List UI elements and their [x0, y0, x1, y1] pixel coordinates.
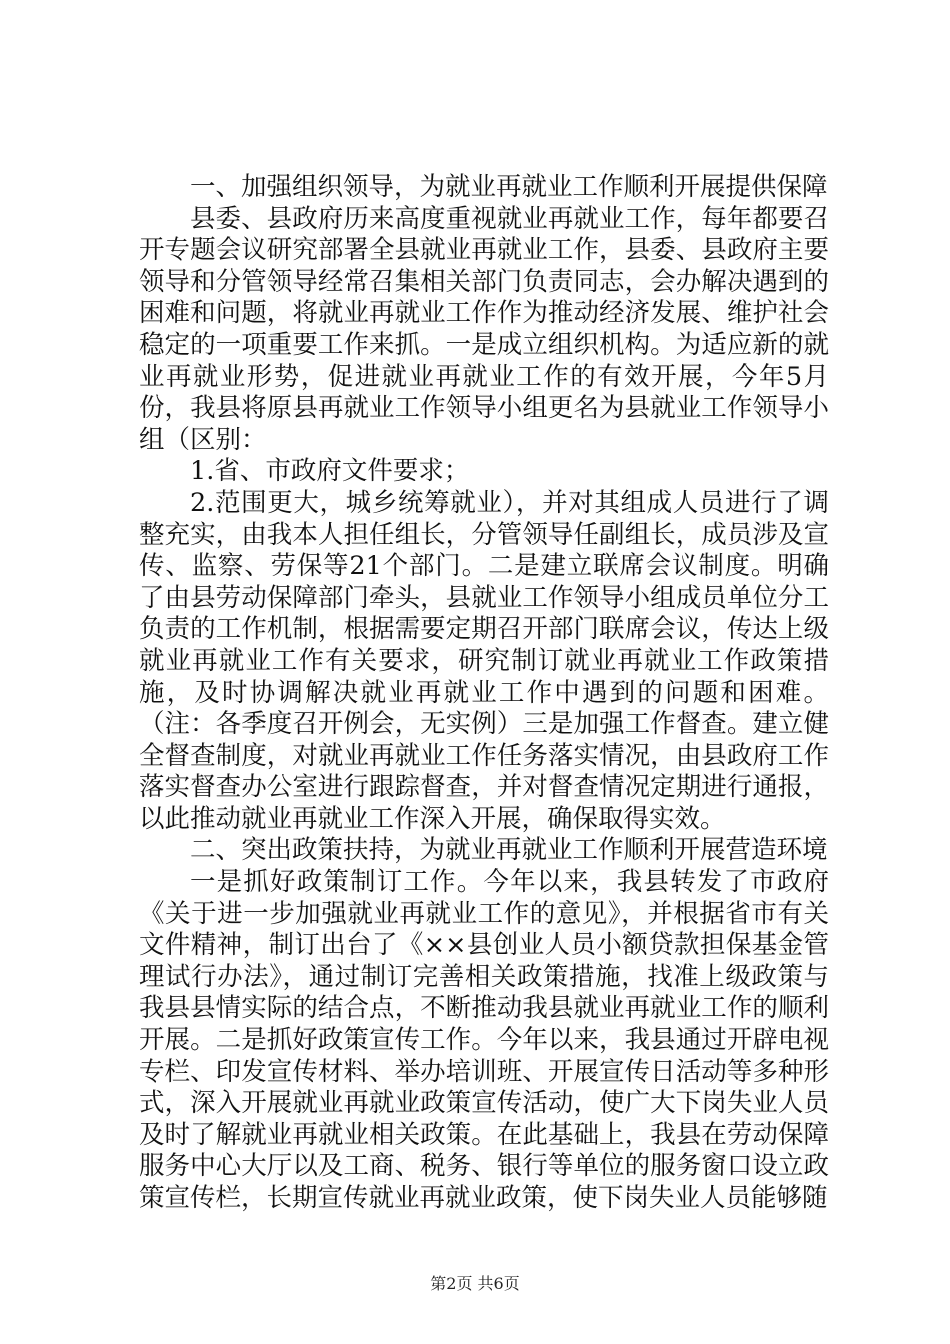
paragraph-list-item-1: 1.省、市政府文件要求； [190, 456, 470, 487]
paragraph-policy: 一是抓好政策制订工作。今年以来，我县转发了市政府《关于进一步加强就业再就业工作的意见》，并根据省市有关文件精神，制订出台了《××县创业人员小额贷款担保基金管理试行办法》，通过制订完善相关政策措施，找准上级政策与我县县情实际的结合点，不断推动我县就业再就业工作的顺利开展。二是抓好政策宣传工作。今年以来，我县通过开辟电视专栏、印发宣传材料、举办培训班、开展宣传日活动等多种形式，深入开展就业再就业政策宣传活动，使广大下岗失业人员及时了解就业再就业相关政策。在此基础上，我县在劳动保障服务中心大厅以及工商、税务、银行等单位的服务窗口设立政策宣传栏，长期宣传就业再就业政策，使下岗失业人员能够随 [139, 867, 829, 1213]
page-footer: 第2页 共6页 [430, 1274, 520, 1293]
section-heading-1: 一、加强组织领导，为就业再就业工作顺利开展提供保障 [190, 172, 828, 202]
paragraph-organization: 县委、县政府历来高度重视就业再就业工作，每年都要召开专题会议研究部署全县就业再就业工作，县委、县政府主要领导和分管领导经常召集相关部门负责同志，会办解决遇到的困难和问题，将就业再就业工作作为推动经济发展、维护社会稳定的一项重要工作来抓。一是成立组织机构。为适应新的就业再就业形势，促进就业再就业工作的有效开展，今年5月份，我县将原县再就业工作领导小组更名为县就业工作领导小组（区别： [139, 203, 829, 455]
paragraph-list-item-2: 2.范围更大，城乡统筹就业），并对其组成人员进行了调整充实，由我本人担任组长，分管领导任副组长，成员涉及宣传、监察、劳保等21个部门。二是建立联席会议制度。明确了由县劳动保障部门牵头，县就业工作领导小组成员单位分工负责的工作机制，根据需要定期召开部门联席会议，传达上级就业再就业工作有关要求，研究制订就业再就业工作政策措施，及时协调解决就业再就业工作中遇到的问题和困难。（注：各季度召开例会，无实例）三是加强工作督查。建立健全督查制度，对就业再就业工作任务落实情况，由县政府工作落实督查办公室进行跟踪督查，并对督查情况定期进行通报，以此推动就业再就业工作深入开展，确保取得实效。 [139, 487, 829, 834]
section-heading-2: 二、突出政策扶持，为就业再就业工作顺利开展营造环境 [190, 835, 828, 866]
body-text [139, 172, 829, 1215]
